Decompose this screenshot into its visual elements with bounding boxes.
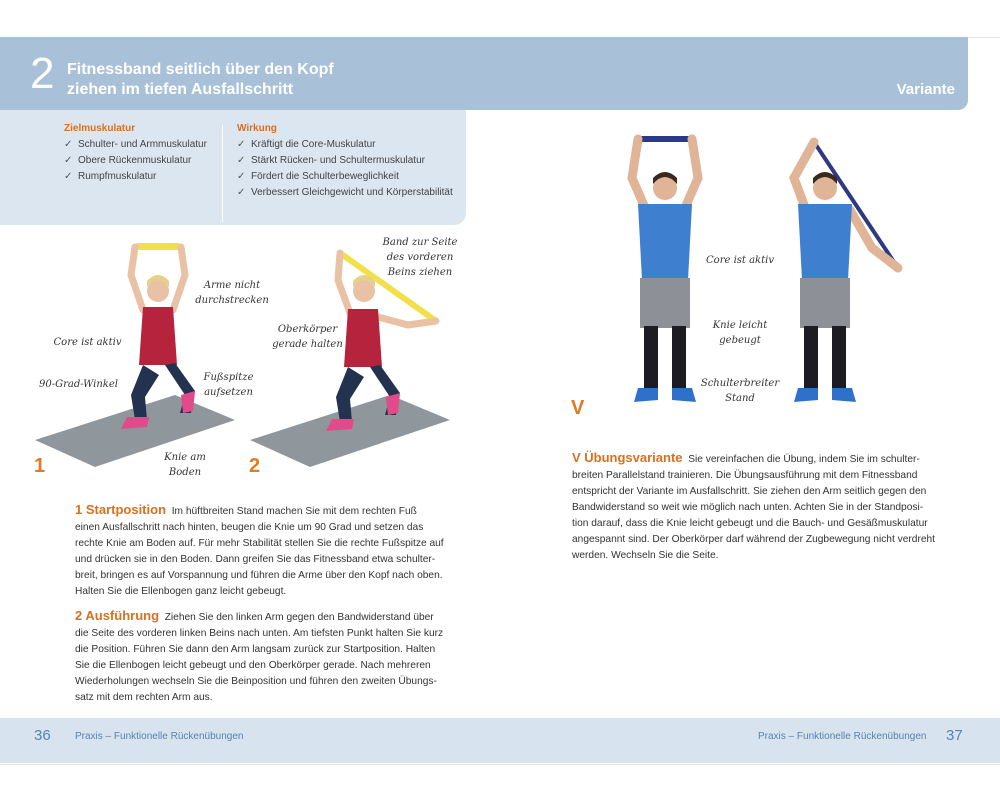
- note-shoulder-stance: Schulterbreiter Stand: [700, 378, 780, 404]
- step-2-heading: 2 Ausführung: [75, 608, 160, 623]
- note-arms-not-straight: Arme nicht durchstrecken: [195, 280, 269, 306]
- note-core-active: Core ist aktiv: [53, 337, 122, 348]
- person-shorts: [640, 278, 690, 328]
- check-icon: ✓: [64, 139, 73, 150]
- photo-start-position: [35, 235, 240, 475]
- step-1-paragraph: 1 Startposition Im hüftbreiten Stand machen Sie mit dem rechten Fuß einen Ausfallschritt nach hinten, beugen die Knie um 90 Grad und setzen das rechte Knie am Boden auf. Für mehr Stabilität stellen Sie die rechte Fußspitze auf und drücken sie in den Boden. Dann greifen Sie das Fitnessband etwa schulter- breit, bringen es auf Vorspannung und führen die Arme über den Kopf nach oben. Halten Sie die Ellenbogen ganz leicht gebeugt.: [75, 502, 444, 597]
- person-shirt: [638, 204, 692, 280]
- note-torso-straight: Oberkörper gerade halten: [272, 324, 343, 350]
- effect-item: ✓ Kräftigt die Core-Muskulatur: [237, 137, 453, 153]
- effect-item: ✓ Fördert die Schulterbeweglichkeit: [237, 169, 453, 185]
- note-variant-core-active: Core ist aktiv: [706, 255, 774, 266]
- effect-item: ✓ Stärkt Rücken- und Schultermuskulatur: [237, 153, 453, 169]
- step-2-paragraph: 2 Ausführung Ziehen Sie den linken Arm gegen den Bandwiderstand über die Seite des vorderen linken Beins nach unten. Am tiefsten Punkt halten Sie kurz die Position. Führen Sie dann den Arm langsam zurück zur Startposition. Halten Sie die Ellenbogen leicht gebeugt und den Oberkörper gerade. Nach mehreren Wiederholungen wechseln Sie die Beinposition und führen den zweiten Übungs- satz mit dem rechten Arm aus.: [75, 608, 444, 703]
- check-icon: ✓: [64, 171, 73, 182]
- person-shirt: [798, 204, 852, 280]
- fitness-band: [638, 136, 692, 142]
- photo-variant: [610, 130, 910, 415]
- info-divider: [222, 125, 223, 222]
- exercise-title: [67, 60, 447, 100]
- effect-heading: Wirkung: [237, 123, 277, 134]
- note-90-degree: 90-Grad-Winkel: [39, 379, 118, 390]
- note-variant-knee-bent: Knie leicht gebeugt: [712, 320, 768, 346]
- check-icon: ✓: [237, 139, 246, 150]
- person-shorts: [800, 278, 850, 328]
- right-footer-text: Praxis – Funktionelle Rückenübungen: [758, 731, 927, 742]
- left-page-number: 36: [34, 727, 51, 744]
- target-muscles-heading: Zielmuskulatur: [64, 123, 136, 134]
- step-1-heading: 1 Startposition: [75, 502, 167, 517]
- target-muscle-item: ✓ Obere Rückenmuskulatur: [64, 153, 207, 169]
- note-knee-on-floor: Knie am Boden: [164, 452, 206, 478]
- exercise-title-line-2: ziehen im tiefen Ausfallschritt: [67, 81, 294, 98]
- note-toe-placement: Fußspitze aufsetzen: [203, 372, 254, 398]
- photo-2-number: 2: [249, 455, 261, 477]
- variant-label: Variante: [896, 81, 955, 98]
- check-icon: ✓: [64, 155, 73, 166]
- check-icon: ✓: [237, 155, 246, 166]
- variant-paragraph: V Übungsvariante Sie vereinfachen die Übung, indem Sie im schulter- breiten Parallelstand trainieren. Die Übungsausführung mit dem Fitnessband entspricht der Variante im Ausfallschritt. Sie ziehen den Arm seitlich gegen den Bandwiderstand so weit wie möglich nach unten. Achten Sie in der Standposi- tion darauf, dass die Knie leicht gebeugt und die Bauch- und Gesäßmuskulatur angespannt sind. Der Oberkörper darf während der Zugbewegung nicht verdreht werden. Wechseln Sie die Seite.: [572, 450, 936, 561]
- fitness-band: [135, 243, 181, 250]
- variant-person-a: [632, 136, 698, 402]
- note-pull-band-side: Band zur Seite des vorderen Beins ziehen: [382, 237, 458, 278]
- variant-person-b: [794, 142, 898, 402]
- check-icon: ✓: [237, 171, 246, 182]
- photo-1-number: 1: [34, 455, 46, 477]
- right-page-number: 37: [946, 727, 963, 744]
- target-muscles-column: [64, 123, 207, 185]
- person-top: [344, 309, 382, 367]
- effect-column: [237, 123, 453, 201]
- exercise-title-line-1: Fitnessband seitlich über den Kopf: [67, 61, 334, 78]
- left-footer-text: Praxis – Funktionelle Rückenübungen: [75, 731, 244, 742]
- target-muscle-item: ✓ Schulter- und Armmuskulatur: [64, 137, 207, 153]
- effect-item: ✓ Verbessert Gleichgewicht und Körperstabilität: [237, 185, 453, 201]
- variant-heading: V Übungsvariante: [572, 450, 683, 465]
- person-top: [139, 307, 177, 365]
- photo-v-number: V: [571, 397, 585, 419]
- target-muscle-item: ✓ Rumpfmuskulatur: [64, 169, 207, 185]
- check-icon: ✓: [237, 187, 246, 198]
- exercise-number: 2: [30, 49, 55, 98]
